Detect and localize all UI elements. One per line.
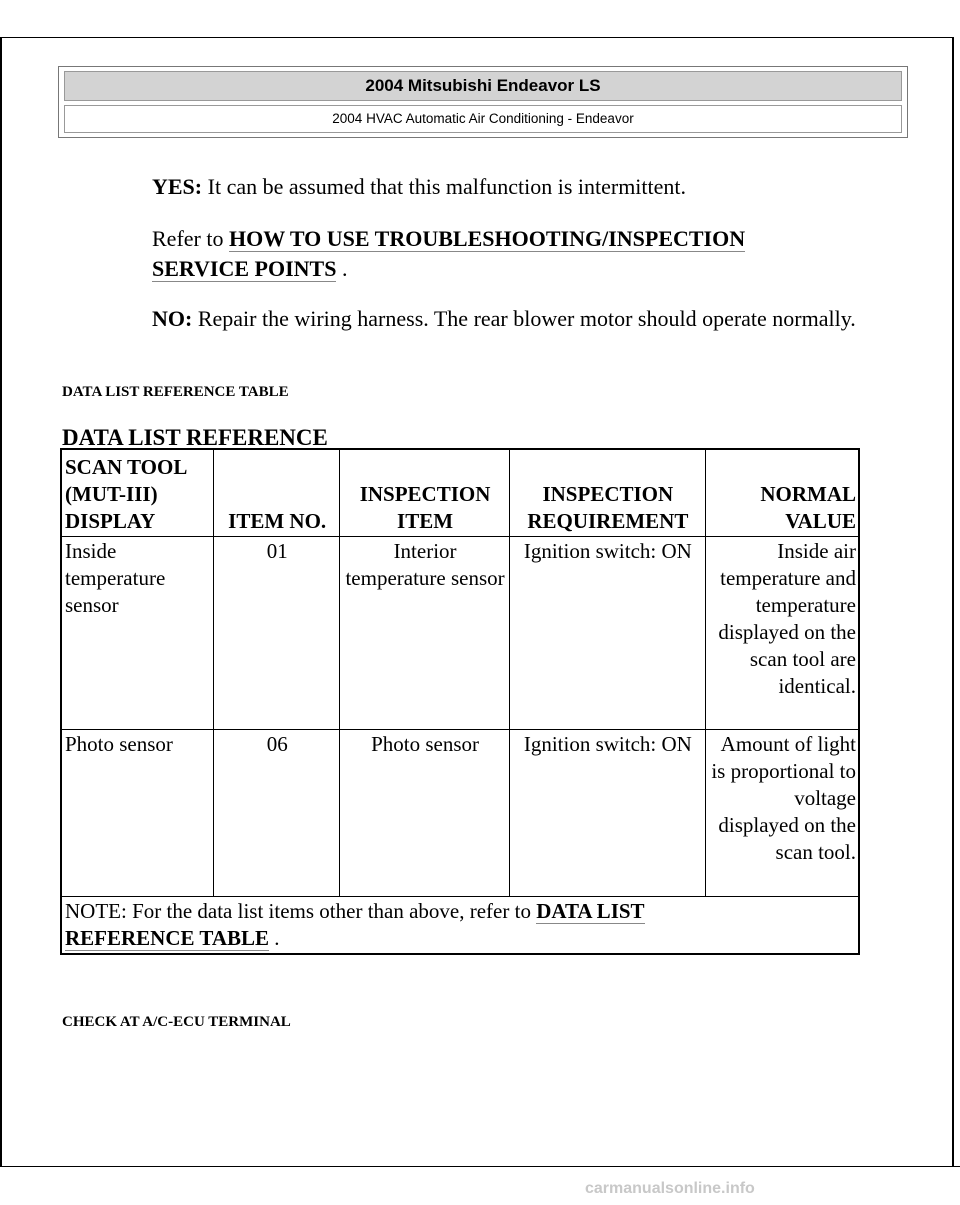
yes-text: It can be assumed that this malfunction is intermittent. xyxy=(202,174,687,199)
cell-inspection-item: Interior temperature sensor xyxy=(340,537,509,730)
troubleshooting-link-line2[interactable]: SERVICE POINTS xyxy=(152,256,337,281)
page-frame-top xyxy=(0,37,954,38)
refer-prefix: Refer to xyxy=(152,226,229,251)
yes-label: YES: xyxy=(152,174,203,199)
header-inspection-requirement: INSPECTION REQUIREMENT xyxy=(509,449,705,537)
cell-normal-value: Amount of light is proportional to voltage displayed on the scan tool. xyxy=(705,730,859,897)
table-row xyxy=(61,730,859,897)
no-paragraph xyxy=(152,304,872,334)
cell-display: Inside temperature sensor xyxy=(61,537,213,730)
data-list-link-line2[interactable]: REFERENCE TABLE xyxy=(65,926,270,950)
header-scan-tool-display: SCAN TOOL (MUT-III) DISPLAY xyxy=(61,449,213,537)
page-frame-bottom xyxy=(0,1166,960,1167)
table-title: DATA LIST REFERENCE xyxy=(62,425,328,450)
table-header-row xyxy=(61,449,859,537)
no-text: Repair the wiring harness. The rear blower motor should operate normally. xyxy=(192,306,856,331)
no-label: NO: xyxy=(152,306,193,331)
page-frame-left xyxy=(0,37,2,1167)
note-suffix: . xyxy=(269,926,280,950)
note-prefix: NOTE: For the data list items other than above, refer to xyxy=(65,899,537,923)
next-section-heading: CHECK AT A/C-ECU TERMINAL xyxy=(62,1014,291,1030)
header-item-no: ITEM NO. xyxy=(213,449,340,537)
refer-suffix: . xyxy=(336,256,348,281)
header-subtitle: 2004 HVAC Automatic Air Conditioning - Endeavor xyxy=(64,105,902,133)
table-note xyxy=(61,897,859,955)
cell-item-no: 06 xyxy=(213,730,340,897)
cell-inspection-item: Photo sensor xyxy=(340,730,509,897)
watermark: carmanualsonline.info xyxy=(585,1180,755,1197)
table-note-row xyxy=(61,897,859,955)
header-inspection-item: INSPECTION ITEM xyxy=(340,449,509,537)
cell-display: Photo sensor xyxy=(61,730,213,897)
cell-item-no: 01 xyxy=(213,537,340,730)
cell-requirement: Ignition switch: ON xyxy=(509,537,705,730)
cell-normal-value: Inside air temperature and temperature displayed on the scan tool are identical. xyxy=(705,537,859,730)
data-list-link-line1[interactable]: DATA LIST xyxy=(536,899,645,923)
refer-paragraph xyxy=(152,224,872,284)
section-heading: DATA LIST REFERENCE TABLE xyxy=(62,384,289,400)
document-header xyxy=(58,66,908,138)
troubleshooting-link-line1[interactable]: HOW TO USE TROUBLESHOOTING/INSPECTION xyxy=(228,226,746,251)
cell-requirement: Ignition switch: ON xyxy=(509,730,705,897)
header-title: 2004 Mitsubishi Endeavor LS xyxy=(64,71,902,101)
data-list-table xyxy=(60,448,860,955)
table-row xyxy=(61,537,859,730)
header-normal-value: NORMAL VALUE xyxy=(705,449,859,537)
page-frame-right xyxy=(952,37,954,1167)
yes-paragraph xyxy=(152,172,872,202)
